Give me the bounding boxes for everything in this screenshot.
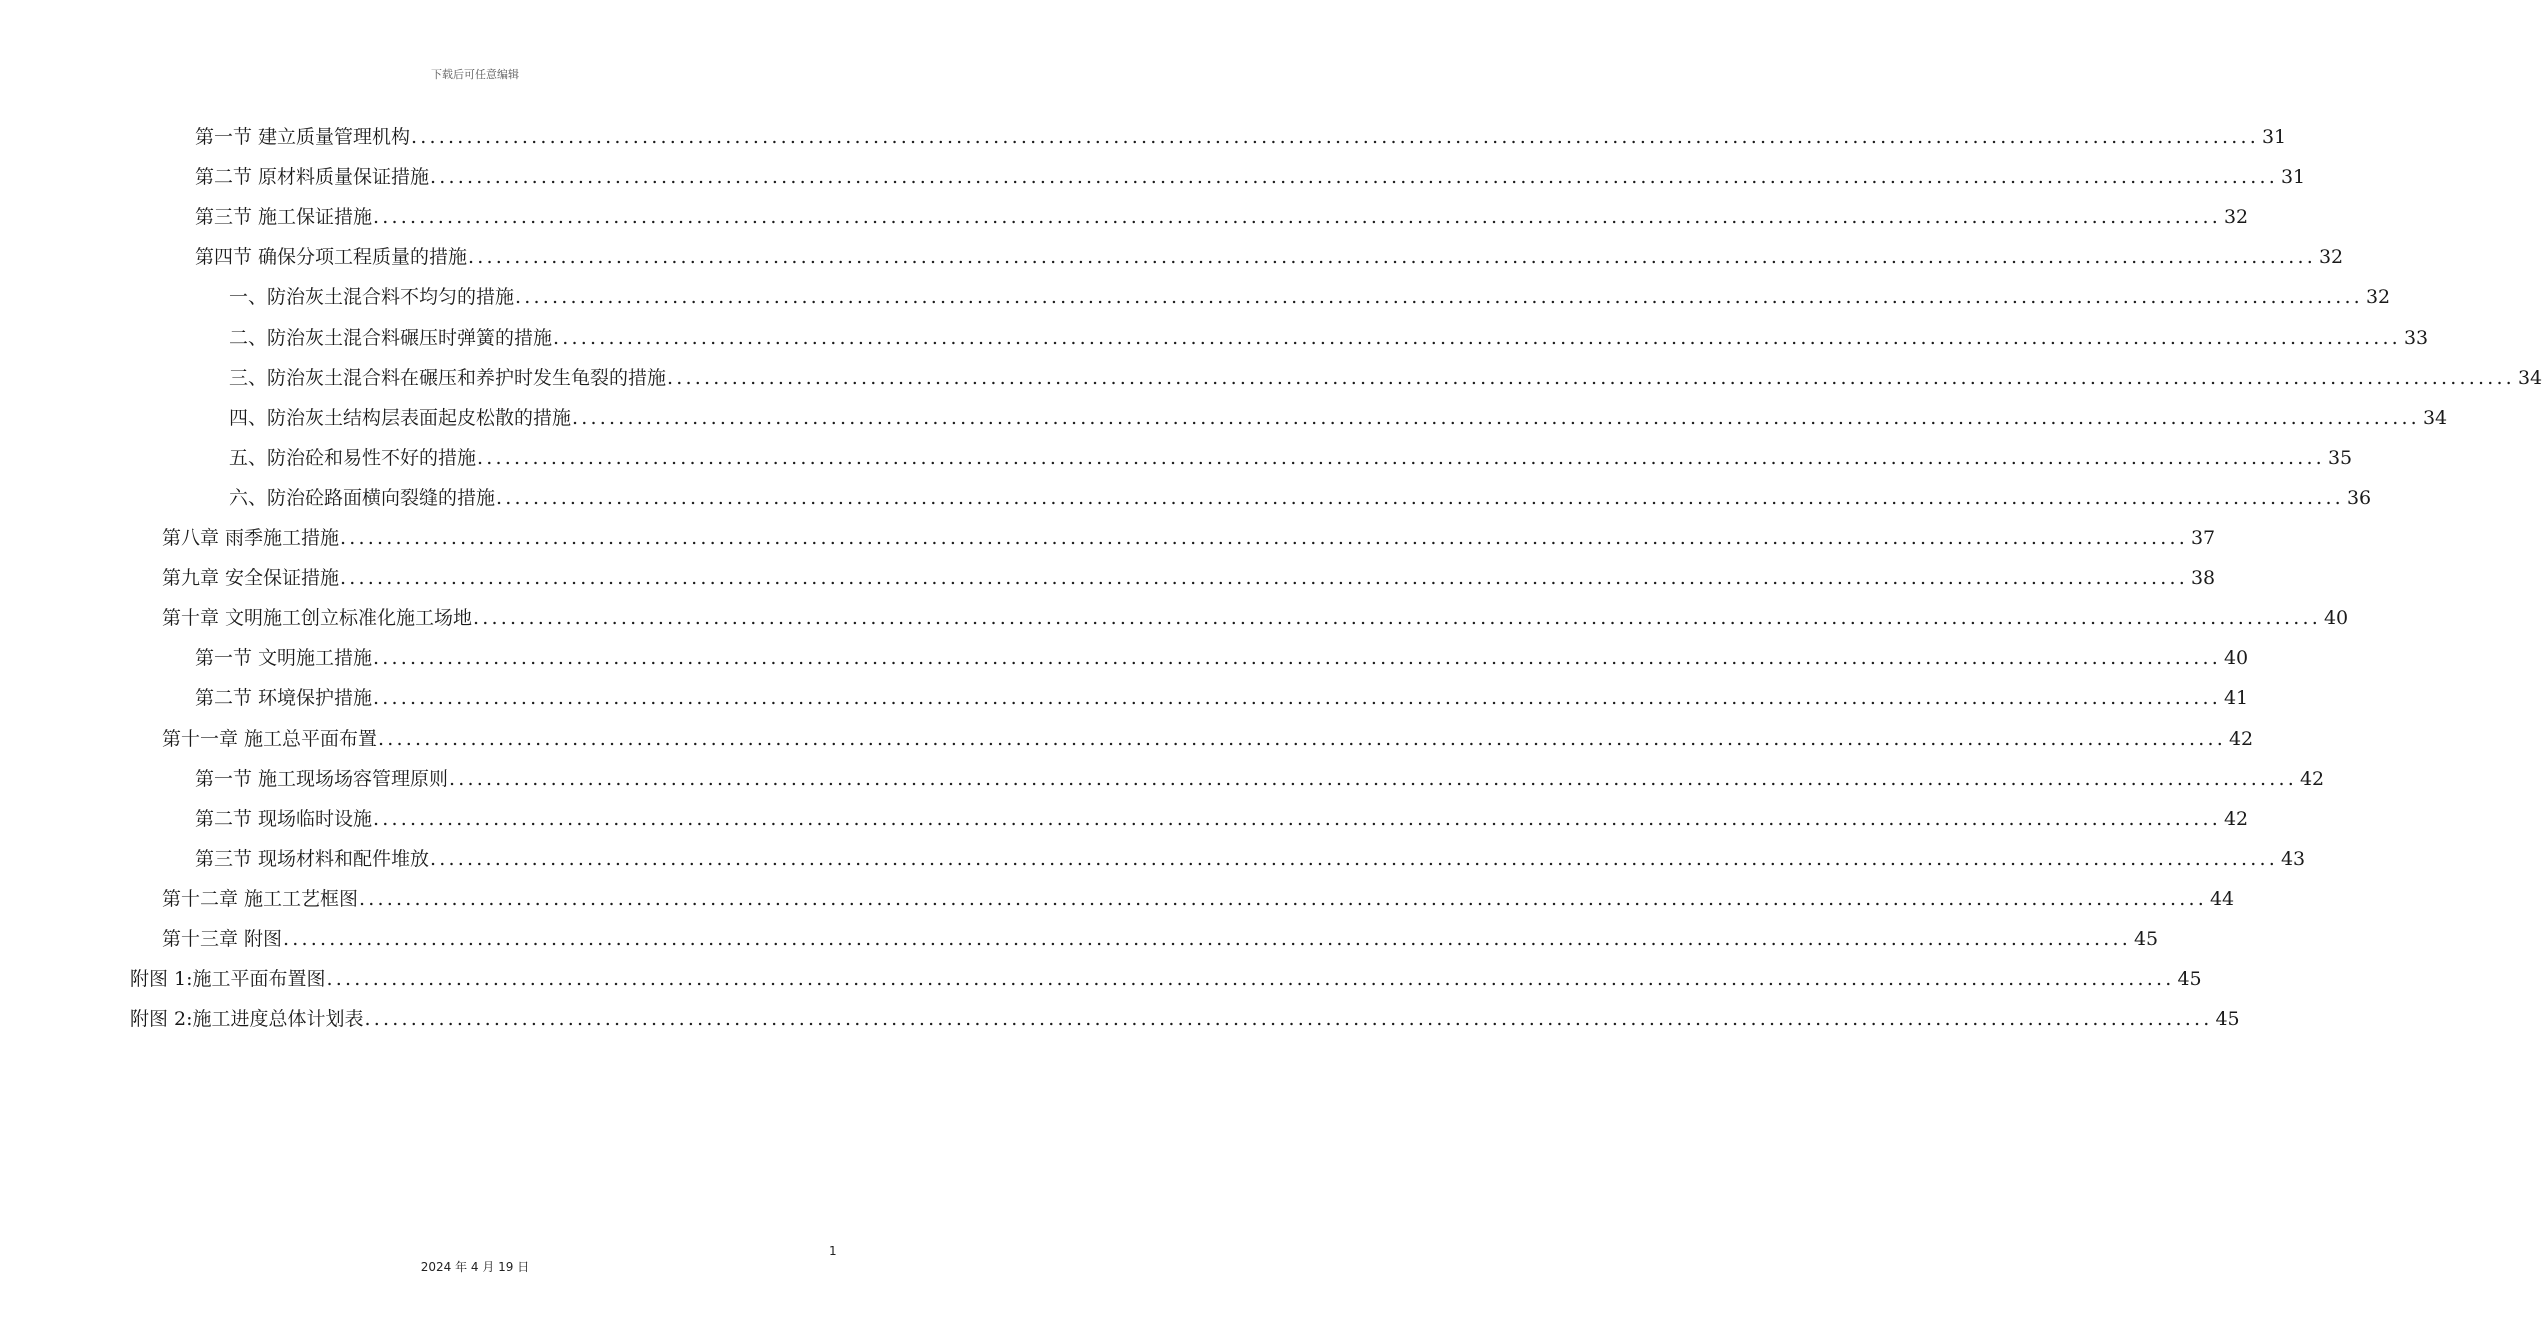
toc-entry[interactable] (229, 318, 2429, 358)
toc-entry-label: 第三节 现场材料和配件堆放 (195, 847, 430, 870)
toc-leader-dots: ........................................................................................................................................................................................................ (430, 166, 2278, 189)
toc-entry-label: 第二节 原材料质量保证措施 (195, 166, 430, 189)
toc-entry-page: 32 (2318, 246, 2344, 269)
toc-entry-page: 45 (2215, 1008, 2240, 1031)
toc-entry-label: 附图 1:施工平面布置图 (130, 968, 326, 991)
toc-leader-dots: ........................................................................................................................................................................................................ (515, 286, 2363, 309)
toc-entry[interactable] (195, 759, 2325, 799)
toc-leader-dots: ........................................................................................................................................................................................................ (411, 126, 2259, 148)
page-header: 下载后可任意编辑 (431, 68, 519, 81)
toc-leader-dots: ........................................................................................................................................................................................................ (283, 928, 2131, 950)
toc-entry[interactable] (162, 518, 2216, 558)
toc-entry-page: 35 (2327, 446, 2353, 469)
toc-entry[interactable] (195, 237, 2344, 277)
toc-leader-dots: ........................................................................................................................................................................................................ (359, 887, 2207, 910)
toc-entry-label: 第四节 确保分项工程质量的措施 (195, 246, 468, 269)
toc-leader-dots: ........................................................................................................................................................................................................ (373, 687, 2221, 710)
toc-entry[interactable] (229, 398, 2448, 438)
toc-leader-dots: ........................................................................................................................................................................................................ (373, 807, 2221, 830)
toc-entry-page: 31 (2280, 166, 2306, 189)
toc-entry-label: 第十章 文明施工创立标准化施工场地 (162, 607, 473, 630)
toc-entry-page: 42 (2223, 807, 2249, 830)
toc-entry[interactable] (229, 438, 2353, 478)
page-footer-date: 2024 年 4 月 19 日 (420, 1260, 530, 1274)
toc-entry-label: 第十一章 施工总平面布置 (162, 727, 378, 750)
toc-entry-page: 40 (2323, 607, 2349, 630)
toc-entry[interactable] (162, 919, 2159, 959)
toc-entry[interactable] (229, 358, 2542, 398)
toc-entry-label: 第一节 文明施工措施 (195, 647, 373, 670)
toc-entry-page: 45 (2177, 968, 2202, 991)
toc-entry-label: 一、防治灰土混合料不均匀的措施 (229, 286, 515, 309)
toc-entry-label: 附图 2:施工进度总体计划表 (130, 1008, 364, 1031)
toc-leader-dots: ........................................................................................................................................................................................................ (553, 326, 2401, 349)
toc-entry-label: 四、防治灰土结构层表面起皮松散的措施 (229, 406, 572, 429)
toc-entry-page: 36 (2346, 486, 2372, 509)
toc-leader-dots: ........................................................................................................................................................................................................ (340, 527, 2188, 549)
toc-entry-page: 34 (2517, 366, 2542, 389)
toc-entry[interactable] (162, 719, 2254, 759)
toc-entry[interactable] (195, 799, 2249, 839)
toc-entry-page: 40 (2223, 647, 2249, 670)
toc-leader-dots: ........................................................................................................................................................................................................ (364, 1008, 2213, 1031)
toc-leader-dots: ........................................................................................................................................................................................................ (473, 607, 2321, 630)
toc-entry-page: 31 (2261, 126, 2287, 148)
toc-entry-page: 43 (2280, 847, 2306, 870)
toc-entry-label: 第一节 建立质量管理机构 (195, 126, 411, 148)
toc-entry-page: 42 (2228, 727, 2254, 750)
toc-leader-dots: ........................................................................................................................................................................................................ (496, 486, 2344, 509)
toc-entry-page: 34 (2422, 406, 2448, 429)
toc-entry[interactable] (162, 598, 2349, 638)
toc-leader-dots: ........................................................................................................................................................................................................ (326, 968, 2175, 991)
toc-leader-dots: ........................................................................................................................................................................................................ (572, 406, 2420, 429)
page-number: 1 (829, 1244, 837, 1258)
toc-leader-dots: ........................................................................................................................................................................................................ (667, 366, 2515, 389)
toc-entry-page: 33 (2403, 326, 2429, 349)
toc-entry-page: 45 (2133, 928, 2159, 950)
toc-leader-dots: ........................................................................................................................................................................................................ (340, 567, 2188, 590)
toc-entry[interactable] (195, 839, 2306, 879)
toc-entry[interactable] (229, 478, 2372, 518)
toc-entry-page: 41 (2223, 687, 2249, 710)
toc-entry-page: 44 (2209, 887, 2235, 910)
toc-entry-label: 六、防治砼路面横向裂缝的措施 (229, 486, 496, 509)
toc-leader-dots: ........................................................................................................................................................................................................ (373, 206, 2221, 229)
toc-leader-dots: ........................................................................................................................................................................................................ (449, 767, 2297, 790)
toc-entry-label: 五、防治砼和易性不好的措施 (229, 446, 477, 469)
toc-entry-label: 三、防治灰土混合料在碾压和养护时发生龟裂的措施 (229, 366, 667, 389)
toc-leader-dots: ........................................................................................................................................................................................................ (373, 647, 2221, 670)
toc-entry-label: 第二节 现场临时设施 (195, 807, 373, 830)
table-of-contents (0, 117, 2542, 1057)
toc-entry-page: 38 (2190, 567, 2216, 590)
toc-entry-label: 第十二章 施工工艺框图 (162, 887, 359, 910)
toc-entry-label: 二、防治灰土混合料碾压时弹簧的措施 (229, 326, 553, 349)
toc-entry-label: 第二节 环境保护措施 (195, 687, 373, 710)
toc-entry[interactable] (229, 277, 2391, 317)
toc-leader-dots: ........................................................................................................................................................................................................ (430, 847, 2278, 870)
toc-entry-page: 37 (2190, 527, 2216, 549)
toc-entry[interactable] (162, 879, 2235, 919)
toc-entry-label: 第八章 雨季施工措施 (162, 527, 340, 549)
toc-entry[interactable] (195, 117, 2287, 157)
toc-entry[interactable] (195, 157, 2306, 197)
toc-entry[interactable] (162, 558, 2216, 598)
toc-entry-label: 第三节 施工保证措施 (195, 206, 373, 229)
toc-entry-page: 32 (2223, 206, 2249, 229)
toc-leader-dots: ........................................................................................................................................................................................................ (468, 246, 2316, 269)
toc-entry[interactable] (195, 638, 2249, 678)
toc-leader-dots: ........................................................................................................................................................................................................ (378, 727, 2226, 750)
toc-entry[interactable] (130, 959, 2202, 999)
toc-entry[interactable] (195, 678, 2249, 718)
toc-entry[interactable] (130, 999, 2240, 1039)
toc-leader-dots: ........................................................................................................................................................................................................ (477, 446, 2325, 469)
toc-entry-page: 32 (2365, 286, 2391, 309)
toc-entry[interactable] (195, 197, 2249, 237)
toc-entry-page: 42 (2299, 767, 2325, 790)
toc-entry-label: 第十三章 附图 (162, 928, 283, 950)
toc-entry-label: 第九章 安全保证措施 (162, 567, 340, 590)
toc-entry-label: 第一节 施工现场场容管理原则 (195, 767, 449, 790)
